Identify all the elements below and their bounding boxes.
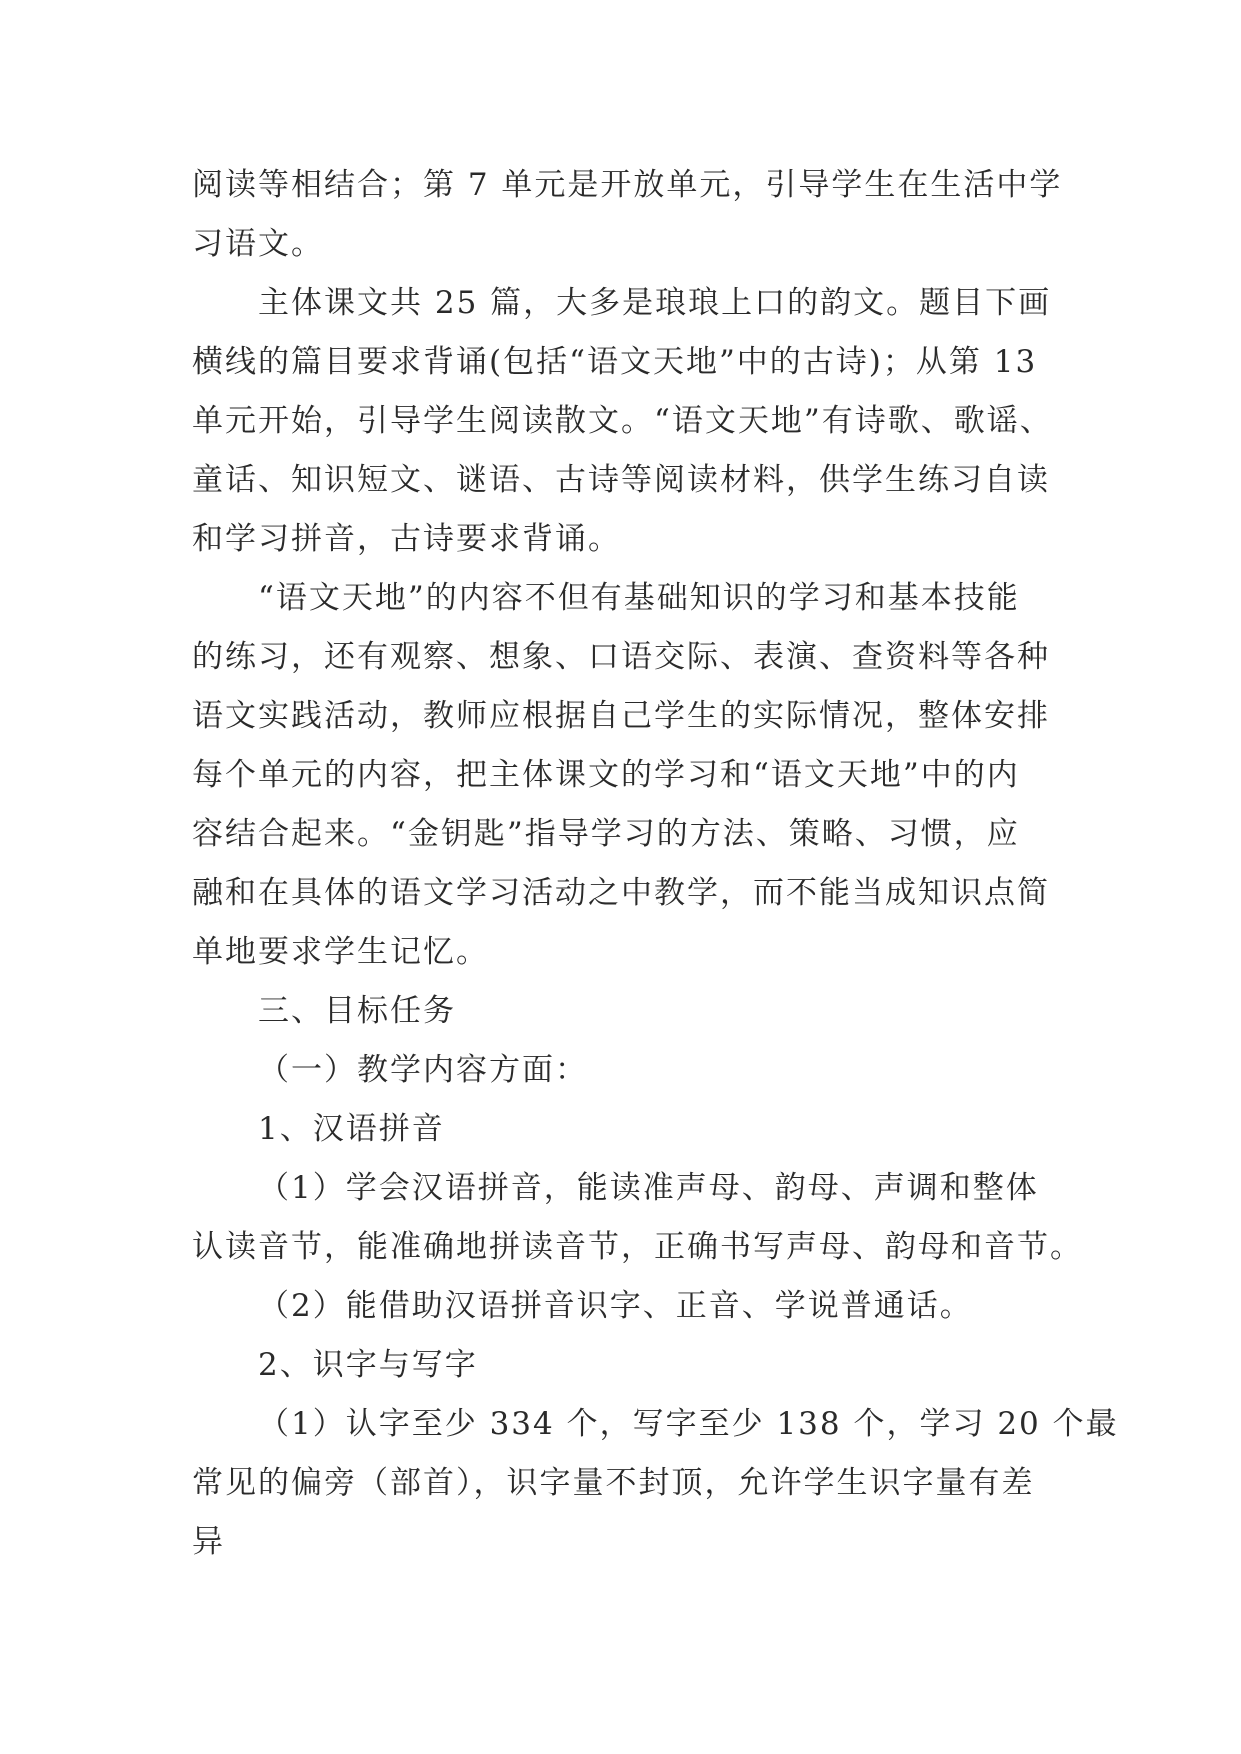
- text-line: 习语文。: [192, 226, 324, 262]
- text-line: 阅读等相结合；第 7 单元是开放单元，引导学生在生活中学: [192, 167, 1063, 203]
- item-heading: 1、汉语拼音: [258, 1111, 445, 1147]
- text-line: 单元开始，引导学生阅读散文。“语文天地”有诗歌、歌谣、: [192, 403, 1053, 439]
- paragraph-start-line: （1）学会汉语拼音，能读准声母、韵母、声调和整体: [258, 1170, 1039, 1206]
- paragraph-start-line: 主体课文共 25 篇，大多是琅琅上口的韵文。题目下画: [258, 285, 1052, 321]
- body-text: [192, 156, 1119, 1572]
- text-line: 异: [192, 1524, 225, 1560]
- section-heading: 三、目标任务: [258, 993, 456, 1029]
- text-line: 童话、知识短文、谜语、古诗等阅读材料，供学生练习自读: [192, 462, 1050, 498]
- text-line: 语文实践活动，教师应根据自己学生的实际情况，整体安排: [192, 698, 1050, 734]
- paragraph-start-line: “语文天地”的内容不但有基础知识的学习和基本技能: [258, 580, 1020, 616]
- text-line: 和学习拼音，古诗要求背诵。: [192, 521, 621, 557]
- paragraph-start-line: （1）认字至少 334 个，写字至少 138 个，学习 20 个最: [258, 1406, 1119, 1442]
- text-line: 横线的篇目要求背诵(包括“语文天地”中的古诗)；从第 13: [192, 344, 1038, 380]
- text-line: 融和在具体的语文学习活动之中教学，而不能当成知识点简: [192, 875, 1050, 911]
- item-heading: 2、识字与写字: [258, 1347, 478, 1383]
- text-line: 每个单元的内容，把主体课文的学习和“语文天地”中的内: [192, 757, 1020, 793]
- text-line: 的练习，还有观察、想象、口语交际、表演、查资料等各种: [192, 639, 1050, 675]
- subsection-heading: （一）教学内容方面：: [258, 1052, 588, 1088]
- text-line: 认读音节，能准确地拼读音节，正确书写声母、韵母和音节。: [192, 1229, 1083, 1265]
- text-line: 单地要求学生记忆。: [192, 934, 489, 970]
- paragraph-start-line: （2）能借助汉语拼音识字、正音、学说普通话。: [258, 1288, 973, 1324]
- text-line: 容结合起来。“金钥匙”指导学习的方法、策略、习惯，应: [192, 816, 1020, 852]
- text-line: 常见的偏旁（部首），识字量不封顶，允许学生识字量有差: [192, 1465, 1035, 1501]
